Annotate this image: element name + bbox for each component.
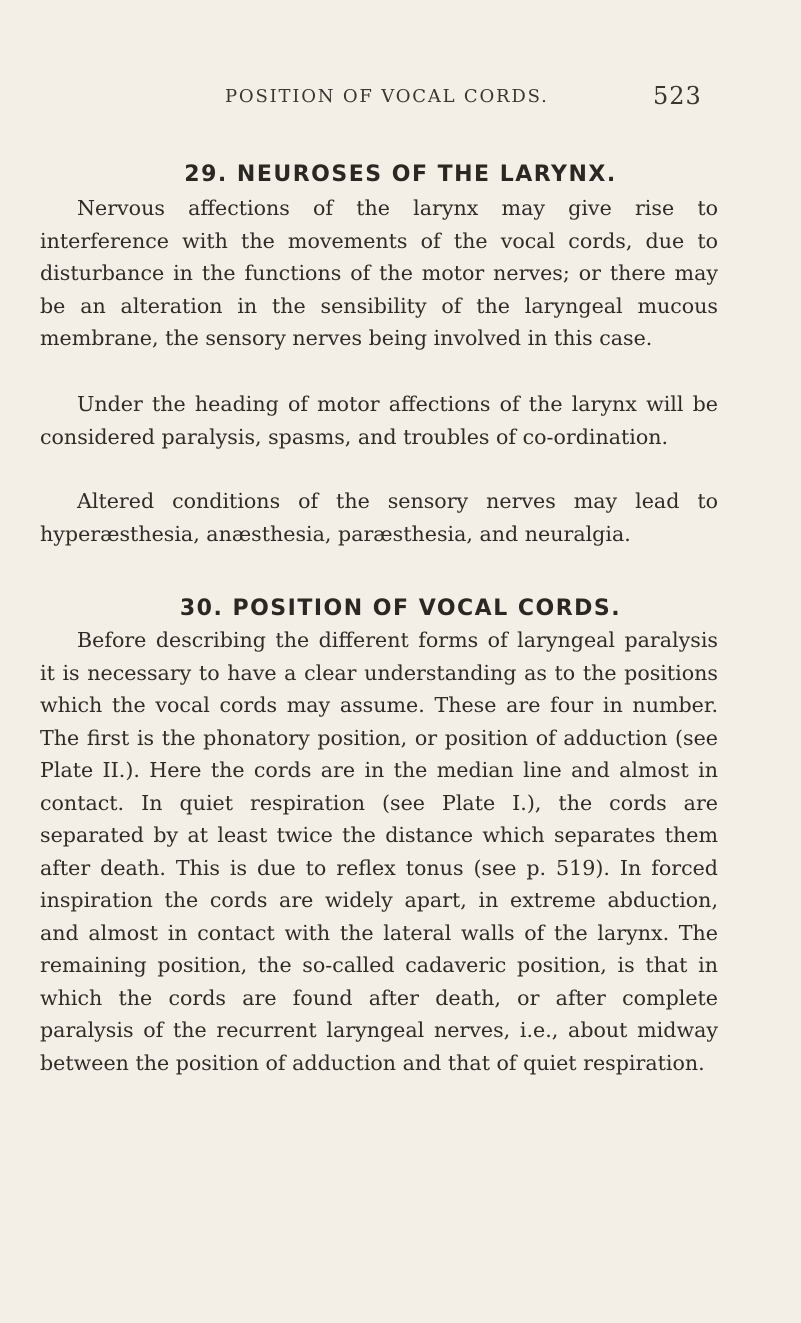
running-head (0, 82, 801, 116)
paragraph-sensory-conditions: Altered conditions of the sensory nerves may lead to hyperæsthesia, anæsthesia, paræsthesia, and neuralgia. (40, 489, 718, 546)
page-number: 523 (653, 82, 702, 110)
paragraph-vocal-cord-positions: Before describing the different forms of laryngeal paralysis it is necessary to have a clear understanding as to the positions which the vocal cords may assume. These are four in number. The first is the phonatory position, or position of adduction (see Plate II.). Here the cords are in the median line and almost in contact. In quiet respiration (see Plate I.), the cords are separated by at least twice the distance which separates them after death. This is due to reflex tonus (see p. 519). In forced inspiration the cords are widely apart, in extreme abduction, and almost in contact with the lateral walls of the larynx. The remaining position, the so-called cadaveric position, is that in which the cords are found after death, or after complete paralysis of the recurrent laryngeal nerves, i.e., about midway between the position of adduction and that of quiet respiration. (40, 628, 718, 1075)
running-title: POSITION OF VOCAL CORDS. (225, 86, 549, 107)
section-heading-neuroses: 29. NEUROSES OF THE LARYNX. (184, 162, 617, 187)
paragraph-motor-affections: Under the heading of motor affections of the larynx will be considered paralysis, spasms, and troubles of co-ordination. (40, 392, 718, 449)
paragraph-nervous-affections: Nervous affections of the larynx may give rise to interference with the movements of the vocal cords, due to disturbance in the functions of the motor nerves; or there may be an alteration in the sensibility of the laryngeal mucous membrane, the sensory nerves being involved in this case. (40, 196, 718, 350)
section-heading-position: 30. POSITION OF VOCAL CORDS. (179, 596, 622, 621)
